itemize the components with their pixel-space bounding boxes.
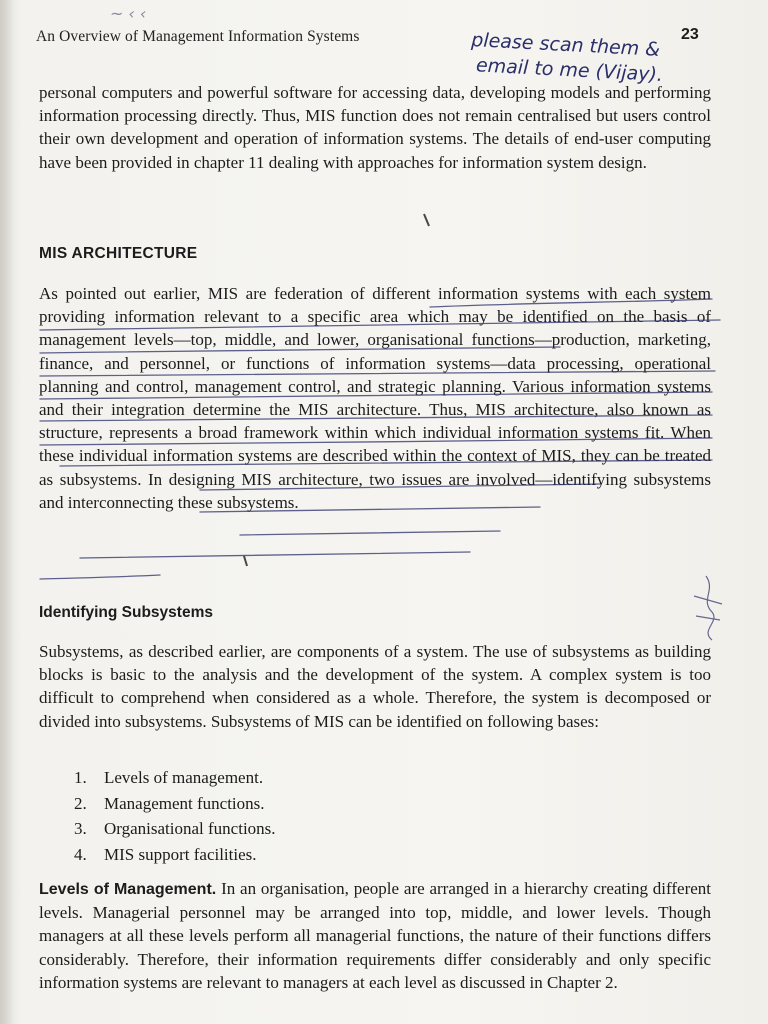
architecture-paragraph: As pointed out earlier, MIS are federation of different information systems with each system providing information relevant to a specific area which may be identified on the basis of management levels—top, middle, and lower, organisational functions—production, marketing, finance, and personnel, or functions of information systems—data processing, operational planning and control, management control, and strategic planning. Various information systems and their integration determine the MIS architecture. Thus, MIS architecture, also known as structure, represents a broad framework within which individual information systems fit. When these individual information systems are described within the context of MIS, they can be treated as subsystems. In designing MIS architecture, two issues are involved—identifying subsystems and interconnecting these subsystems. [39,284,711,512]
subheading-identifying-subsystems: Identifying Subsystems [39,604,213,621]
pen-tick-mark [424,214,429,226]
section-heading-mis-architecture: MIS ARCHITECTURE [39,245,198,262]
underline-mark [240,531,500,535]
subsystems-paragraph: Subsystems, as described earlier, are components of a system. The use of subsystems as building blocks is basic to the analysis and the development of the system. A complex system is too difficult to comprehend when considered as a whole. Therefore, the system is decomposed or divided into subsystems. Subsystems of MIS can be identified on following bases: [39,642,711,731]
pencil-scribble: ~ ‹ ‹ [110,4,147,23]
running-header: An Overview of Management Information Systems [36,28,360,45]
run-in-heading-levels: Levels of Management. [39,881,217,898]
list-item: 3. Organisational functions. [74,819,276,838]
list-item: 2. Management functions. [74,793,265,813]
list-item: 4. MIS support facilities. [74,844,257,864]
margin-doodle [694,596,722,604]
bases-list [74,765,276,867]
handwritten-note-line-1: please scan them & [470,28,661,61]
intro-paragraph: personal computers and powerful software for accessing data, developing models and performing information processing directly. Thus, MIS function does not remain centralised but users control their own development and operation of information systems. The details of end-user computing have been provided in chapter 11 dealing with approaches for information system design. [39,83,711,172]
list-item: 1. Levels of management. [74,768,264,787]
levels-paragraph-body: In an organisation, people are arranged in a hierarchy creating different levels. Managerial personnel may be arranged into top, middle, and lower levels. Though managers at all these levels perform all managerial functions, the nature of their functions differs considerably. Therefore, their information requirements differ considerably and only specific information systems are relevant to managers at each level as discussed in Chapter 2. [39,879,712,992]
pen-tick-mark [244,556,247,566]
margin-doodle [696,616,720,620]
handwritten-note-line-2: email to me (Vijay). [475,54,664,87]
page-gutter-shadow [0,0,14,1024]
underline-mark [80,552,470,558]
underline-mark [40,575,160,579]
page-number: 23 [681,26,699,43]
levels-of-management-paragraph [39,877,711,994]
margin-doodle [706,576,714,640]
